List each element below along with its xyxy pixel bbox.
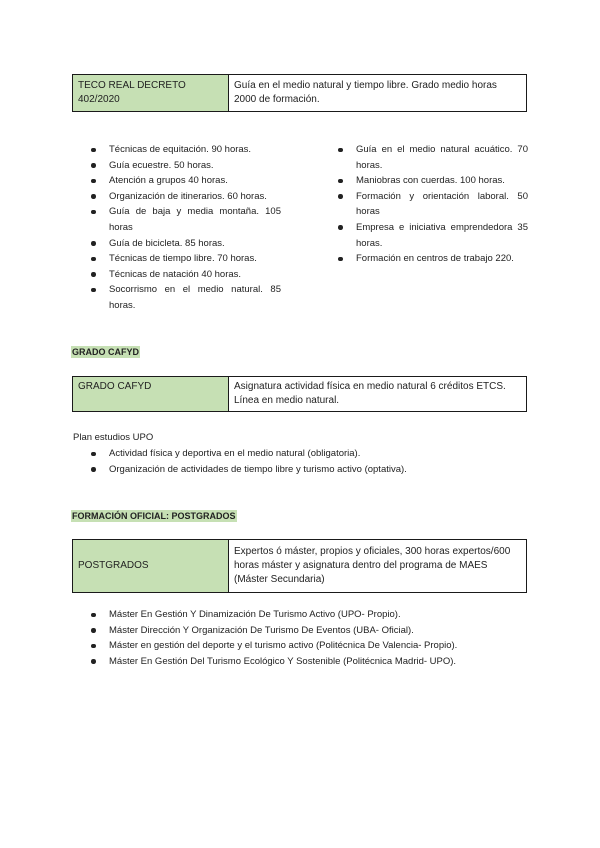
- list-item: Guía en el medio natural acuático. 70 horas.: [336, 142, 528, 173]
- list-item: Organización de itinerarios. 60 horas.: [89, 189, 281, 205]
- list-item: Máster en gestión del deporte y el turismo activo (Politécnica De Valencia- Propio).: [89, 638, 529, 654]
- list-item: Guía ecuestre. 50 horas.: [89, 158, 281, 174]
- plan-label: Plan estudios UPO: [73, 432, 154, 443]
- list-item: Formación y orientación laboral. 50 horas: [336, 189, 528, 220]
- cafyd-key-cell: GRADO CAFYD: [73, 377, 229, 412]
- list-item: Máster En Gestión Del Turismo Ecológico Y Sostenible (Politécnica Madrid- UPO).: [89, 654, 529, 670]
- list-item: Guía de bicicleta. 85 horas.: [89, 236, 281, 252]
- list-item: Socorrismo en el medio natural. 85 horas.: [89, 282, 281, 313]
- list-item: Técnicas de natación 40 horas.: [89, 267, 281, 283]
- list-item: Máster En Gestión Y Dinamización De Turismo Activo (UPO- Propio).: [89, 607, 529, 623]
- teco-list-left: [89, 142, 281, 314]
- list-item: Guía de baja y media montaña. 105 horas: [89, 204, 281, 235]
- postgrados-heading: FORMACIÓN OFICIAL: POSTGRADOS: [72, 511, 236, 521]
- teco-table: [72, 74, 527, 112]
- list-item: Empresa e iniciativa emprendedora 35 horas.: [336, 220, 528, 251]
- teco-key-cell: TECO REAL DECRETO 402/2020: [73, 75, 229, 112]
- cafyd-list: [89, 446, 529, 477]
- list-item: Atención a grupos 40 horas.: [89, 173, 281, 189]
- postgrados-table: [72, 539, 527, 593]
- cafyd-table: [72, 376, 527, 412]
- list-item: Maniobras con cuerdas. 100 horas.: [336, 173, 528, 189]
- teco-list-right: [336, 142, 528, 267]
- list-item: Organización de actividades de tiempo libre y turismo activo (optativa).: [89, 462, 529, 478]
- postgrados-value-cell: Expertos ó máster, propios y oficiales, 300 horas expertos/600 horas máster y asignatura dentro del programa de MAES (Máster Secundaria): [229, 540, 527, 593]
- cafyd-heading: GRADO CAFYD: [72, 347, 139, 357]
- list-item: Formación en centros de trabajo 220.: [336, 251, 528, 267]
- list-item: Técnicas de equitación. 90 horas.: [89, 142, 281, 158]
- list-item: Actividad física y deportiva en el medio natural (obligatoria).: [89, 446, 529, 462]
- teco-value-cell: Guía en el medio natural y tiempo libre. Grado medio horas 2000 de formación.: [229, 75, 527, 112]
- list-item: Máster Dirección Y Organización De Turismo De Eventos (UBA- Oficial).: [89, 623, 529, 639]
- postgrados-list: [89, 607, 529, 669]
- list-item: Técnicas de tiempo libre. 70 horas.: [89, 251, 281, 267]
- postgrados-key-cell: POSTGRADOS: [73, 540, 229, 593]
- cafyd-value-cell: Asignatura actividad física en medio natural 6 créditos ETCS. Línea en medio natural.: [229, 377, 527, 412]
